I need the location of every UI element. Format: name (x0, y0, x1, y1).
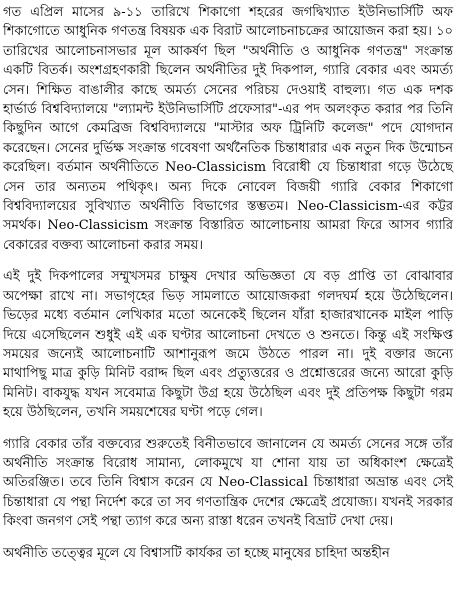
paragraph-debate-experience: এই দুই দিকপালের সম্মুখসমর চাক্ষুষ দেখার অভিজ্ঞতা যে বড় প্রাপ্তি তা বোঝাবার অপেক্ষা রাখে না। সভাগৃহের ভিড় সামলাতে আয়োজকরা গলদঘর্ম হয়ে উঠেছিলেন। ভিড়ের মধ্যে বর্তমান লেখিকার মতো অনেকেই ছিলেন যাঁরা হাজারখানেক মাইল পাড়ি দিয়ে এসেছিলেন শুধুই এই এক ঘণ্টার আলোচনা দেখতে ও শুনতে। কিন্তু এই সংক্ষিপ্ত সময়ের জন্যেই আলোচনাটি আশানুরূপ জমে উঠতে পারল না। দুই বক্তার জন্যে মাথাপিছু মাত্র কুড়ি মিনিট বরাদ্দ ছিল এবং প্রত্যুত্তরের ও প্রশ্নোত্তরের জন্যে আরো কুড়ি মিনিট। বাকযুদ্ধ যখন সবেমাত্র কিছুটা উগ্র হয়ে উঠেছিল এবং দুই প্রতিপক্ষ কিছুটা গরম হয়ে উঠছিলেন, তখনি সময়শেষের ঘণ্টা পড়ে গেল। (3, 269, 453, 421)
paragraph-becker-opening: গ্যারি বেকার তাঁর বক্তব্যের শুরুতেই বিনীতভাবে জানালেন যে অমর্ত্য সেনের সঙ্গে তাঁর অর্থনীতি সংক্রান্ত বিরোধ সামান্য, লোকমুখে যা শোনা যায় তা অধিকাংশ ক্ষেত্রেই অতিরঞ্জিত। তবে তিনি বিশ্বাস করেন যে Neo-Classical চিন্তাধারা অভ্রান্ত এবং সেই চিন্তাধারা যে পন্থা নির্দেশ করে তা সব গণতান্ত্রিক দেশের ক্ষেত্রেই প্রযোজ্য। যখনই সরকার কিংবা জনগণ সেই পন্থা ত্যাগ করে অন্য রাস্তা ধরেন তখনই বিভ্রাট দেখা দেয়। (3, 436, 453, 530)
paragraph-economic-theory: অর্থনীতি তত্ত্বের মূলে যে বিশ্বাসটি কার্যকর তা হচ্ছে মানুষের চাহিদা অন্তহীন (3, 545, 390, 561)
paragraph-conference-intro: গত এপ্রিল মাসের ৯-১১ তারিখে শিকাগো শহরের জগদ্বিখ্যাত ইউনিভার্সিটি অফ শিকাগোতে আধুনিক গণতন্ত্র বিষয়ক এক বিরাট আলোচনাচক্রের আয়োজন করা হয়। ১০ তারিখের আলোচনাসভার মূল আকর্ষণ ছিল "অর্থনীতি ও আধুনিক গণতন্ত্র" সংক্রান্ত একটি বিতর্ক। অংশগ্রহণকারী ছিলেন অর্থনীতির দুই দিকপাল, গ্যারি বেকার এবং অমর্ত্য সেন। শিক্ষিত বাঙালীর কাছে অমর্ত্য সেনের পরিচয় দেওয়াই বাহুল্য। গত এক দশক হার্ভার্ড বিশ্ববিদ্যালয়ে "ল্যামন্ট ইউনিভার্সিটি প্রফেসার"-এর পদ অলংকৃত করার পর তিনি কিছুদিন আগে কেমব্রিজ বিশ্ববিদ্যালয়ে "মাস্টার অফ ট্রিনিটি কলেজ" পদে যোগদান করেছেন। সেনের দুর্ভিক্ষ সংক্রান্ত গবেষণা অর্থনৈতিক চিন্তাধারার এক নতুন দিক উন্মোচন করেছিল। বর্তমান অর্থনীতিতে Neo-Classicism বিরোধী যে চিন্তাধারা গড়ে উঠেছে সেন তার অন্যতম পথিকৃৎ। অন্য দিকে নোবেল বিজয়ী গ্যারি বেকার শিকাগো বিশ্ববিদ্যালয়ের সুবিখ্যাত অর্থনীতি বিভাগের স্তম্ভতম। Neo-Classicism-এর কট্টর সমর্থক। Neo-Classicism সংক্রান্ত বিস্তারিত আলোচনায় আমরা ফিরে আসব গ্যারি বেকারের বক্তব্য আলোচনা করার সময়। (3, 5, 453, 253)
